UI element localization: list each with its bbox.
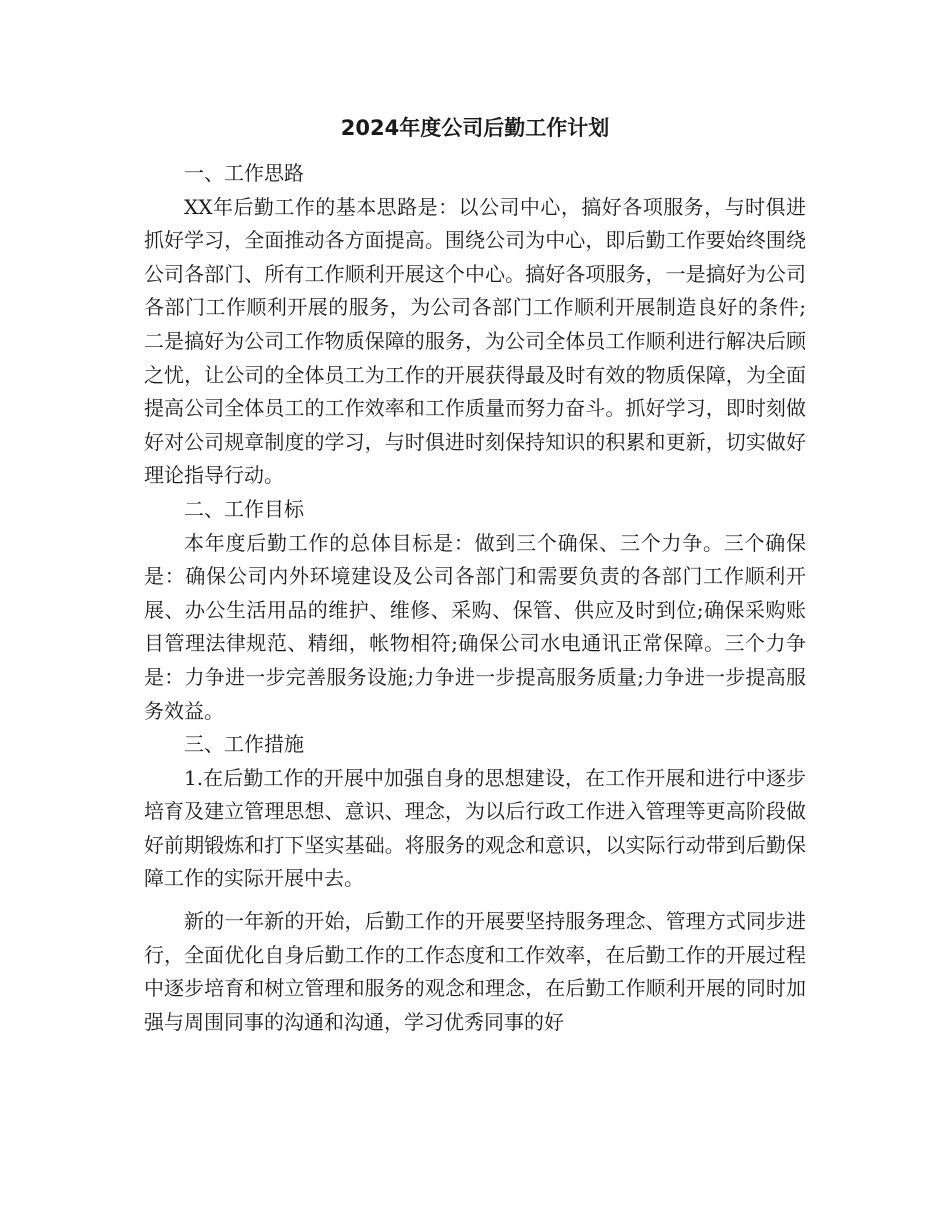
document-body: [144, 157, 806, 1039]
section-heading-work-approach: 一、工作思路: [184, 161, 304, 185]
paragraph-work-approach: XX年后勤工作的基本思路是：以公司中心，搞好各项服务，与时俱进抓好学习，全面推动各方面提高。围绕公司为中心，即后勤工作要始终围绕公司各部门、所有工作顺利开展这个中心。搞好各项服务，一是搞好为公司各部门工作顺利开展的服务，为公司各部门工作顺利开展制造良好的条件;二是搞好为公司工作物质保障的服务，为公司全体员工作顺利进行解决后顾之忧，让公司的全体员工为工作的开展获得最及时有效的物质保障，为全面提高公司全体员工的工作效率和工作质量而努力奋斗。抓好学习，即时刻做好对公司规章制度的学习，与时俱进时刻保持知识的积累和更新，切实做好理论指导行动。: [144, 194, 806, 488]
paragraph-measure-1: 1.在后勤工作的开展中加强自身的思想建设，在工作开展和进行中逐步培育及建立管理思想、意识、理念，为以后行政工作进入管理等更高阶段做好前期锻炼和打下坚实基础。将服务的观念和意识，以实际行动带到后勤保障工作的实际开展中去。: [144, 765, 806, 891]
document-title: 2024年度公司后勤工作计划: [340, 116, 610, 140]
section-heading-work-goals: 二、工作目标: [184, 496, 304, 521]
section-heading-work-measures: 三、工作措施: [184, 732, 304, 757]
paragraph-new-year: 新的一年新的开始，后勤工作的开展要坚持服务理念、管理方式同步进行，全面优化自身后勤工作的工作态度和工作效率，在后勤工作的开展过程中逐步培育和树立管理和服务的观念和理念，在后勤工作顺利开展的同时加强与周围同事的沟通和沟通，学习优秀同事的好: [144, 909, 806, 1034]
paragraph-work-goals: 本年度后勤工作的总体目标是：做到三个确保、三个力争。三个确保是：确保公司内外环境建设及公司各部门和需要负责的各部门工作顺利开展、办公生活用品的维护、维修、采购、保管、供应及时到位;确保采购账目管理法律规范、精细，帐物相符;确保公司水电通讯正常保障。三个力争是：力争进一步完善服务设施;力争进一步提高服务质量;力争进一步提高服务效益。: [144, 530, 806, 723]
